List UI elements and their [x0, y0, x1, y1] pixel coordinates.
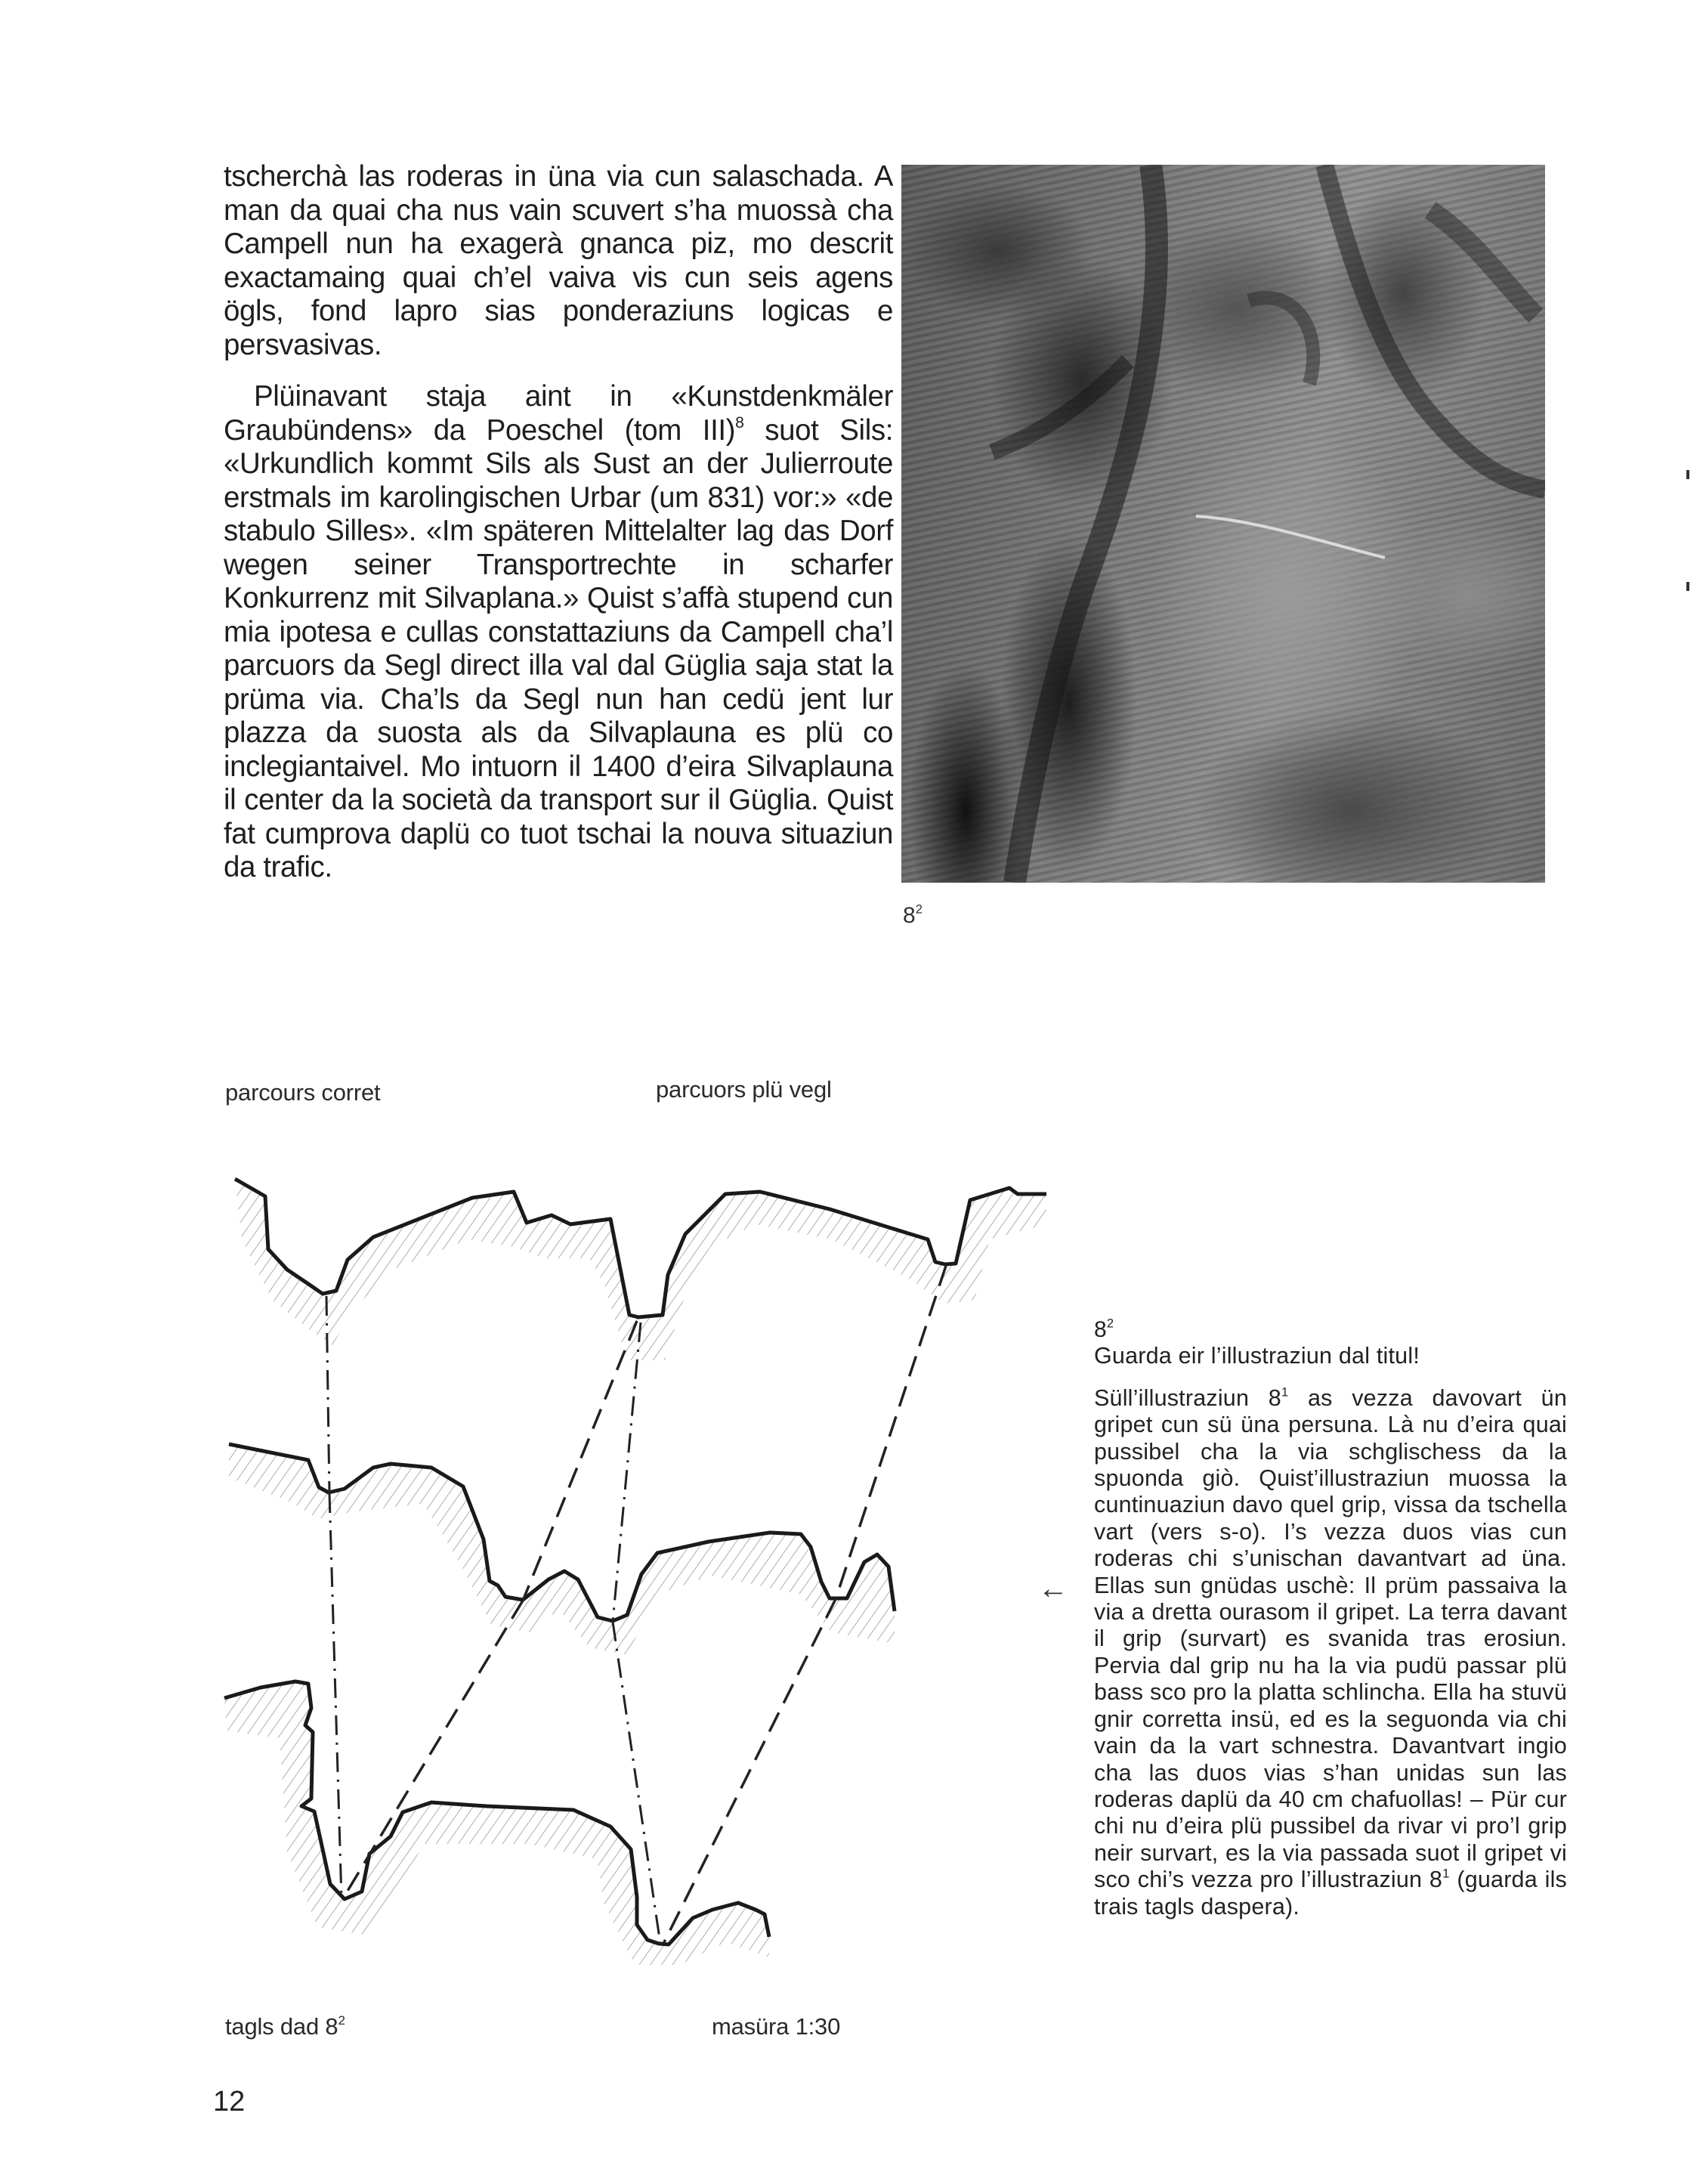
side-caption-number-sup: 2 — [1106, 1316, 1114, 1331]
side-caption-sup-1: 1 — [1281, 1384, 1289, 1400]
dashed-line-b1 — [523, 1321, 637, 1601]
label-sections-text: tagls dad 8 — [225, 2013, 338, 2040]
paragraph-1: tscherchà las roderas in üna via cun salaschada. A man da quai cha nus vain scuvert s’ha muossà cha Campell nun ha exagerà gnanca piz, mo descrit exactamaing quai ch’el vaiva vis cun seis agens ögls, fond lapro sias ponderaziuns logicas e persvasivas. — [224, 160, 893, 361]
dashed-line-b2 — [343, 1601, 523, 1898]
side-caption-body — [1094, 1385, 1567, 1920]
side-caption-number-base: 8 — [1094, 1317, 1107, 1342]
label-scale: masüra 1:30 — [712, 2013, 841, 2040]
dash-dot-line-a2 — [329, 1493, 342, 1898]
side-caption-body-3: (guarda ils trais tagls daspera). — [1094, 1867, 1567, 1920]
label-sections-sup: 2 — [338, 2013, 345, 2028]
side-caption-body-2: as vezza davovart ün gripet cun sü üna persuna. Là nu d’eira quai pussibel cha la via schglischess da la spuonda giò. Quist’illustraziun muossa la cuntinuaziun davo quel grip, vissa da tschella vart (vers s-o). I’s vezza duos vias cun roderas chi s’unischan davantvart ad üna. Ellas sun gnüdas uschè: Il prüm passaiva la via a dretta ourasom il gripet. La terra davant il grip (survart) es svanida tras erosiun. Pervia dal grip nu ha la via pudü passar plü bass sco pro la platta schlincha. Ella ha stuvü gnir corretta insü, ed es la seguonda via chi vain da la vart schnestra. Davantvart ingio cha las duos vias s’han unidas sun las roderas daplü da 40 cm chafuollas! – Pür cur chi nu d’eira plü pussibel da rivar vi pro’l grip neir survart, es la via passada suot il gripet vi sco chi’s vezza pro l’illustraziun 8 — [1094, 1384, 1567, 1893]
profile-section-2 — [229, 1444, 895, 1655]
label-sections — [225, 2013, 345, 2040]
paragraph-2-text-cont: suot Sils: «Urkundlich kommt Sils als Sust an der Julierroute erstmals im karolingischen Urbar (um 831) vor:» «de stabulo Silles». «Im späteren Mittelalter lag das Dorf wegen seiner Transportrechte in scharfer Konkurrenz mit Silvaplana.» Quist s’affà stupend cun mia ipotesa e cullas constattaziuns da Campell cha’l parcuors da Segl direct illa val dal Güglia saja stat la prüma via. Cha’ls da Segl nun han cedü jent lur plazza da suosta als da Silvaplauna es plü co inclegiantaivel. Mo intuorn il 1400 d’eira Silvaplauna il center da la società da transport sur il Güglia. Quist fat cumprova daplü co tuot tschai la nouva situaziun da trafic. — [224, 413, 893, 883]
arrow-left-icon: ← — [1038, 1572, 1068, 1605]
label-correct-route: parcours corret — [225, 1079, 381, 1106]
side-caption-body-1: Süll’illustraziun 8 — [1094, 1384, 1281, 1411]
paragraph-2-text: Plüinavant staja aint in «Kunstdenkmäler Graubündens» da Poeschel (tom III) — [224, 380, 893, 447]
page-number: 12 — [213, 2086, 246, 2117]
label-older-route: parcuors plü vegl — [656, 1076, 832, 1103]
dashed-line-d2 — [663, 1599, 836, 1944]
photo-caption-number: 8 — [903, 903, 916, 928]
footnote-ref: 8 — [735, 413, 744, 432]
side-caption-sup-2: 1 — [1442, 1866, 1450, 1881]
side-caption — [1094, 1316, 1567, 1920]
side-caption-number — [1094, 1316, 1567, 1343]
dashed-line-d1 — [836, 1266, 946, 1599]
photo-caption-sup: 2 — [915, 902, 923, 917]
side-caption-title: Guarda eir l’illustraziun dal titul! — [1094, 1343, 1420, 1369]
profile-section-3 — [224, 1681, 769, 1965]
